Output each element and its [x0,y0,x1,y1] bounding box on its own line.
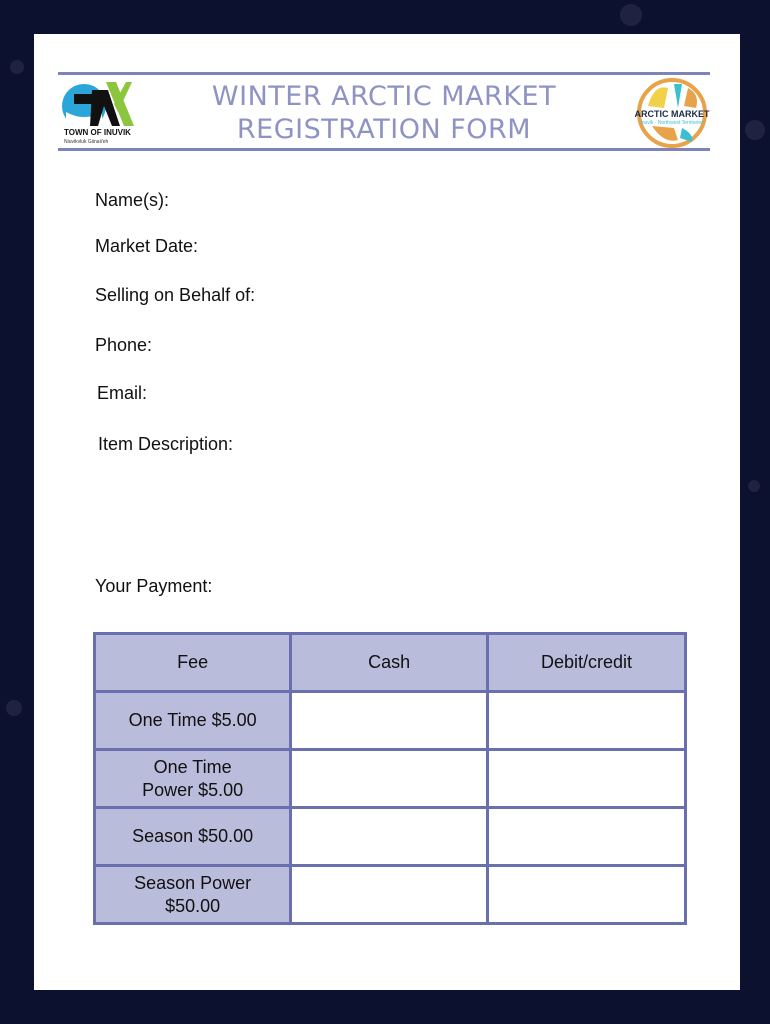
form-page [34,34,740,990]
town-of-inuvik-logo [62,76,142,148]
market-date-label: Market Date: [95,236,199,256]
payment-table [93,632,687,925]
fee-label-line-2: Power $5.00 [142,779,244,800]
fee-label-line-2: $50.00 [165,895,221,916]
snowflake [6,700,22,716]
fee-label-line-1: Season $50.00 [132,826,254,846]
debit-credit-column-header: Debit/credit [488,634,686,692]
title-line-2: REGISTRATION FORM [236,114,532,145]
cash-checkbox-cell[interactable] [291,866,488,924]
fee-one-time-power [95,750,291,808]
debit-credit-checkbox-cell[interactable] [488,808,686,866]
snowflake [745,120,765,140]
town-logo-icon [62,76,142,130]
table-row [95,750,686,808]
header-top-rule [58,72,710,75]
debit-credit-checkbox-cell[interactable] [488,750,686,808]
fee-one-time [95,692,291,750]
title-line-1: WINTER ARCTIC MARKET [211,81,557,112]
arctic-market-logo [634,78,710,148]
town-logo-name: TOWN OF INUVIK [64,128,131,137]
your-payment-label: Your Payment: [95,576,213,596]
item-description-label: Item Description: [98,434,234,454]
page-title [164,80,604,146]
arctic-market-logo-subtitle: Inuvik · Northwest Territories [640,120,704,126]
fee-label-line-1: One Time $5.00 [128,710,257,730]
fee-season-power [95,866,291,924]
snowflake [620,4,642,26]
snowflake [10,60,24,74]
fee-label-line-1: Season Power [134,872,252,893]
snowflake [748,480,760,492]
fee-column-header: Fee [95,634,291,692]
cash-column-header: Cash [291,634,488,692]
header-bottom-rule [58,148,710,151]
fee-season [95,808,291,866]
arctic-market-logo-name: ARCTIC MARKET [634,109,710,119]
phone-label: Phone: [95,335,153,355]
payment-table-header-row [95,634,686,692]
cash-checkbox-cell[interactable] [291,692,488,750]
cash-checkbox-cell[interactable] [291,808,488,866]
debit-credit-checkbox-cell[interactable] [488,692,686,750]
cash-checkbox-cell[interactable] [291,750,488,808]
table-row [95,866,686,924]
table-row [95,692,686,750]
names-label: Name(s): [95,190,170,210]
debit-credit-checkbox-cell[interactable] [488,866,686,924]
selling-on-behalf-label: Selling on Behalf of: [95,285,256,305]
town-logo-subtitle: Niuvikvluk Giinaii'eh [64,139,109,145]
table-row [95,808,686,866]
fee-label-line-1: One Time [153,756,232,777]
email-label: Email: [97,383,148,403]
